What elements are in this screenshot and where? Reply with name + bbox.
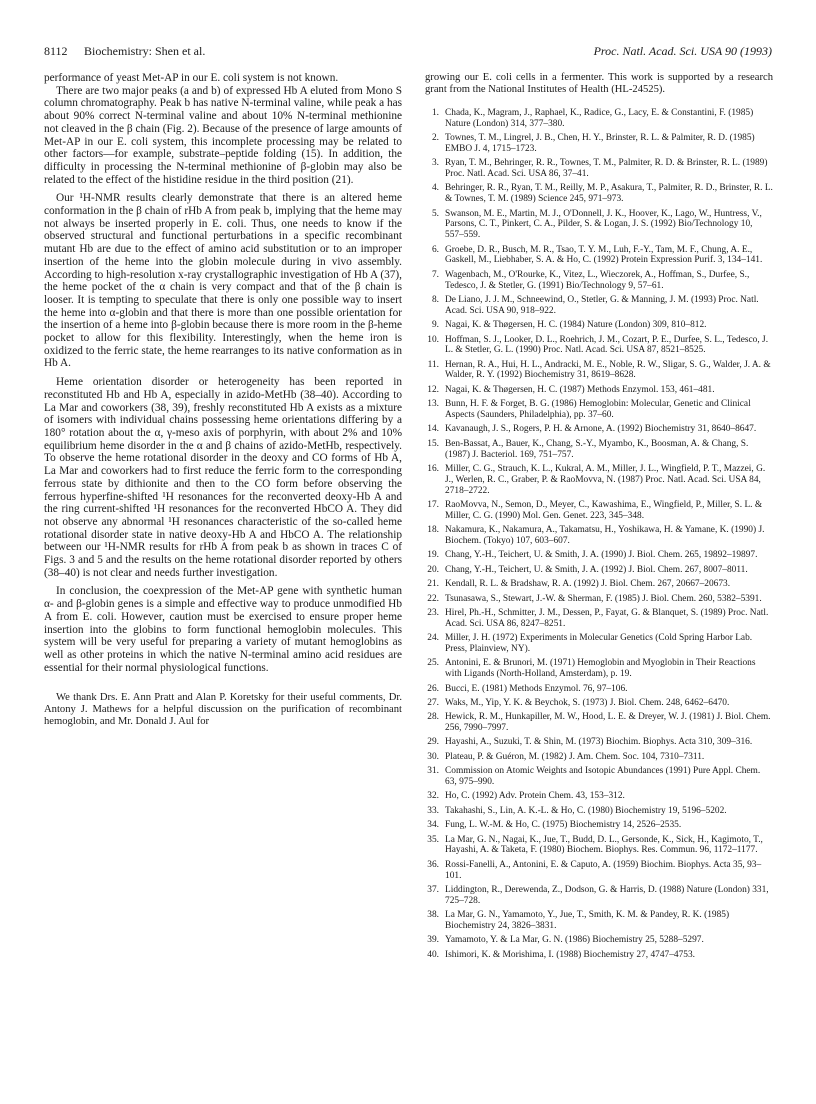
reference-text: La Mar, G. N., Nagai, K., Jue, T., Budd, D. L., Gersonde, K., Sick, H., Kagimoto, T., Hayashi, A. & Taketa, F. (1980) Biochem. Biophys. Res. Commun. 96, 1172–1177. [445, 834, 763, 856]
reference-item [425, 183, 773, 205]
reference-item [425, 835, 773, 857]
reference-text: Rossi-Fanelli, A., Antonini, E. & Caputo, A. (1959) Biochim. Biophys. Acta 35, 93–101. [445, 859, 762, 881]
reference-text: Antonini, E. & Brunori, M. (1971) Hemoglobin and Myoglobin in Their Reactions with Ligands (North-Holland, Amsterdam), p. 19. [445, 658, 756, 680]
reference-item [425, 806, 773, 817]
reference-item [425, 133, 773, 155]
reference-number: 36. [427, 859, 439, 870]
reference-number: 24. [427, 633, 439, 644]
reference-text: De Liano, J. J. M., Schneewind, O., Stetler, G. & Manning, J. M. (1993) Proc. Natl. Acad. Sci. USA 90, 918–922. [445, 294, 759, 316]
reference-number: 11. [427, 359, 439, 370]
reference-text: Liddington, R., Derewenda, Z., Dodson, G. & Harris, D. (1988) Nature (London) 331, 725–728. [445, 885, 769, 906]
reference-text: Yamamoto, Y. & La Mar, G. N. (1986) Biochemistry 25, 5288–5297. [445, 935, 704, 946]
reference-item [425, 910, 773, 932]
reference-text: Bunn, H. F. & Forget, B. G. (1986) Hemoglobin: Molecular, Genetic and Clinical Aspects (Saunders, Philadelphia), pp. 37–60. [445, 399, 751, 421]
reference-number: 30. [427, 751, 439, 762]
reference-text: Commission on Atomic Weights and Isotopic Abundances (1991) Pure Appl. Chem. 63, 975–990. [445, 766, 761, 788]
reference-text: Chang, Y.-H., Teichert, U. & Smith, J. A. (1992) J. Biol. Chem. 267, 8007–8011. [445, 564, 748, 575]
reference-text: Fung, L. W.-M. & Ho, C. (1975) Biochemistry 14, 2526–2535. [445, 820, 682, 831]
reference-text: Miller, C. G., Strauch, K. L., Kukral, A. M., Miller, J. L., Wingfield, P. T., Mazzei, G. J., Werlen, R. C., Graber, P. & RaoMovva, N. (1987) Proc. Natl. Acad. Sci. USA 84, 2718–2722. [445, 464, 766, 496]
reference-text: Bucci, E. (1981) Methods Enzymol. 76, 97–106. [445, 683, 628, 694]
reference-item [425, 108, 773, 130]
reference-item [425, 752, 773, 763]
reference-text: Swanson, M. E., Martin, M. J., O'Donnell, J. K., Hoover, K., Lago, W., Huntress, V., Parsons, C. T., Pinkert, C. A., Pilder, S. & Logan, J. S. (1992) Bio/Technology 10, 557–559. [445, 208, 762, 241]
reference-item [425, 820, 773, 831]
reference-item [425, 439, 773, 461]
reference-text: Groebe, D. R., Busch, M. R., Tsao, T. Y. M., Luh, F.-Y., Tam, M. F., Chung, A. E., Gaskell, M., Liebhaber, S. A. & Ho, C. (1992) Protein Expression Purif. 3, 134–141. [445, 244, 763, 266]
reference-text: Plateau, P. & Guéron, M. (1982) J. Am. Chem. Soc. 104, 7310–7311. [445, 751, 705, 762]
reference-item [425, 335, 773, 357]
reference-item [425, 209, 773, 241]
reference-item [425, 245, 773, 267]
reference-number: 6. [431, 244, 439, 255]
reference-text: Takahashi, S., Lin, A. K.-L. & Ho, C. (1980) Biochemistry 19, 5196–5202. [445, 805, 727, 816]
reference-number: 17. [427, 500, 439, 511]
reference-number: 28. [427, 712, 439, 723]
reference-number: 12. [427, 384, 439, 395]
reference-number: 9. [431, 320, 439, 331]
reference-number: 2. [431, 133, 439, 143]
reference-number: 15. [427, 438, 439, 449]
reference-text: Kavanaugh, J. S., Rogers, P. H. & Arnone, A. (1992) Biochemistry 31, 8640–8647. [445, 424, 757, 435]
reference-text: Ben-Bassat, A., Bauer, K., Chang, S.-Y., Myambo, K., Boosman, A. & Chang, S. (1987) J. Bacteriol. 169, 751–757. [445, 438, 749, 460]
reference-item [425, 399, 773, 421]
reference-number: 33. [427, 805, 439, 816]
reference-item [425, 885, 773, 907]
reference-item [425, 935, 773, 946]
reference-item [425, 320, 773, 331]
reference-item [425, 766, 773, 788]
body-paragraph: performance of yeast Met-AP in our E. coli system is not known. [44, 72, 339, 84]
reference-text: Hayashi, A., Suzuki, T. & Shin, M. (1973) Biochim. Biophys. Acta 310, 309–316. [445, 737, 753, 748]
reference-number: 25. [427, 658, 439, 669]
reference-text: La Mar, G. N., Yamamoto, Y., Jue, T., Smith, K. M. & Pandey, R. K. (1985) Biochemistry 24, 3826–3831. [445, 910, 730, 931]
reference-number: 39. [427, 935, 439, 946]
reference-number: 40. [427, 949, 439, 960]
reference-number: 37. [427, 885, 439, 895]
reference-number: 19. [427, 550, 439, 561]
journal-citation: Proc. Natl. Acad. Sci. USA 90 (1993) [593, 44, 772, 58]
reference-number: 27. [427, 697, 439, 708]
reference-text: Miller, J. H. (1972) Experiments in Molecular Genetics (Cold Spring Harbor Lab. Press, Plainview, NY). [445, 633, 753, 654]
reference-item [425, 698, 773, 709]
reference-number: 35. [427, 834, 439, 845]
reference-item [425, 424, 773, 435]
reference-number: 5. [431, 208, 439, 219]
reference-item [425, 525, 773, 547]
reference-item [425, 594, 773, 605]
reference-text: Nagai, K. & Thøgersen, H. C. (1987) Methods Enzymol. 153, 461–481. [445, 384, 715, 395]
reference-number: 29. [427, 737, 439, 748]
reference-item [425, 270, 773, 292]
reference-item [425, 633, 773, 655]
reference-number: 7. [431, 269, 439, 280]
reference-number: 38. [427, 910, 439, 921]
reference-item [425, 791, 773, 802]
reference-text: Nagai, K. & Thøgersen, H. C. (1984) Nature (London) 309, 810–812. [445, 320, 707, 331]
body-paragraph: There are two major peaks (a and b) of expressed Hb A eluted from Mono S column chromatography. Peak b has native N-terminal valine, while peak a has about 90% correct N-terminal valine and about 10% N-terminal methionine not cleaved in the β chain (Fig. 2). Because of the presence of large amounts of Met-AP in our E. coli system, this incomplete processing may be related to other factors—for example, substrate–peptide folding (15). In addition, the difficulty in processing the N-terminal methionine of β-globin may also be related to the effect of the histidine residue in the third position (21). [44, 84, 402, 186]
reference-number: 1. [431, 107, 439, 118]
reference-number: 18. [427, 525, 439, 536]
reference-number: 16. [427, 464, 439, 475]
reference-item [425, 295, 773, 317]
right-column [425, 72, 773, 964]
reference-text: Kendall, R. L. & Bradshaw, R. A. (1992) J. Biol. Chem. 267, 20667–20673. [445, 579, 731, 590]
reference-item [425, 658, 773, 680]
reference-item [425, 860, 773, 882]
reference-number: 20. [427, 564, 439, 575]
reference-item [425, 464, 773, 496]
reference-item [425, 608, 773, 630]
running-head: Biochemistry: Shen et al. [84, 44, 206, 58]
reference-item [425, 500, 773, 522]
reference-item [425, 360, 773, 382]
reference-number: 31. [427, 766, 439, 777]
reference-item [425, 579, 773, 590]
reference-text: Nakamura, K., Nakamura, A., Takamatsu, H., Yoshikawa, H. & Yamane, K. (1990) J. Biochem. (Tokyo) 107, 603–607. [445, 525, 765, 546]
reference-number: 22. [427, 593, 439, 604]
reference-text: Ishimori, K. & Morishima, I. (1988) Biochemistry 27, 4747–4753. [445, 949, 695, 960]
reference-text: Hirel, Ph.-H., Schmitter, J. M., Dessen, P., Fayat, G. & Blanquet, S. (1989) Proc. Natl. Acad. Sci. USA 86, 8247–8251. [445, 607, 769, 629]
reference-number: 26. [427, 683, 439, 694]
acknowledgment: We thank Drs. E. Ann Pratt and Alan P. Koretsky for their useful comments, Dr. Antony J. Mathews for a helpful discussion on the purification of recombinant hemoglobin, and Mr. Donald J. Aul for [44, 692, 402, 728]
reference-item [425, 950, 773, 961]
page-header [44, 44, 772, 62]
acknowledgment-continued: growing our E. coli cells in a fermenter. This work is supported by a research grant from the National Institutes of Health (HL-24525). [425, 72, 773, 95]
reference-text: Ho, C. (1992) Adv. Protein Chem. 43, 153–312. [445, 791, 625, 802]
reference-number: 10. [427, 334, 439, 345]
body-paragraph: In conclusion, the coexpression of the Met-AP gene with synthetic human α- and β-globin genes is a simple and effective way to produce unmodified Hb A from E. coli. However, caution must be exercised to ensure proper heme insertion into the globins to form functional hemoglobin molecules. This system will be very useful for preparing a variety of mutant hemoglobins as well as other proteins in which the native N-terminal amino acid residues are essential for their normal physiological functions. [44, 585, 402, 674]
reference-number: 32. [427, 791, 439, 802]
reference-text: Waks, M., Yip, Y. K. & Beychok, S. (1973) J. Biol. Chem. 248, 6462–6470. [445, 697, 730, 708]
reference-item [425, 385, 773, 396]
reference-text: Chang, Y.-H., Teichert, U. & Smith, J. A. (1990) J. Biol. Chem. 265, 19892–19897. [445, 550, 758, 561]
reference-text: Ryan, T. M., Behringer, R. R., Townes, T. M., Palmiter, R. D. & Brinster, R. L. (1989) Proc. Natl. Acad. Sci. USA 86, 37–41. [445, 158, 768, 179]
body-paragraph: Our ¹H-NMR results clearly demonstrate that there is an altered heme conformation in the β chain of rHb A from peak b, implying that the heme may not always be inserted properly in E. coli. Thus, one needs to know if the observed structural and functional perturbations in a specific recombinant mutant Hb are due to the effect of amino acid substitution or to an improper insertion of the heme into the globin molecule during in vivo assembly. According to high-resolution x-ray crystallographic investigation of Hb A (37), the heme pocket of the α chain is very compact and that of the β chain is looser. It is tempting to speculate that there is only one possible way to insert the heme into α-globin and that there is more than one possible orientation for the insertion of a heme into β-globin because there is more room in the β-heme pocket to allow for this flexibility. Interestingly, when the heme iron is oxidized to the ferric state, the heme rearranges to its native conformation as in Hb A. [44, 192, 402, 370]
reference-text: Tsunasawa, S., Stewart, J.-W. & Sherman, F. (1985) J. Biol. Chem. 260, 5382–5391. [445, 593, 762, 604]
reference-text: Chada, K., Magram, J., Raphael, K., Radice, G., Lacy, E. & Constantini, F. (1985) Nature (London) 314, 377–380. [445, 107, 754, 129]
reference-text: Hewick, R. M., Hunkapiller, M. W., Hood, L. E. & Dreyer, W. J. (1981) J. Biol. Chem. 256, 7990–7997. [445, 712, 771, 734]
reference-text: Townes, T. M., Lingrel, J. B., Chen, H. Y., Brinster, R. L. & Palmiter, R. D. (1985) EMBO J. 4, 1715–1723. [445, 133, 755, 154]
reference-number: 4. [431, 183, 439, 194]
reference-item [425, 737, 773, 748]
page-number: 8112 [44, 44, 68, 58]
reference-number: 14. [427, 424, 439, 435]
reference-text: Hoffman, S. J., Looker, D. L., Roehrich, J. M., Cozart, P. E., Durfee, S. L., Tedesco, J. L. & Stetler, G. L. (1990) Proc. Natl. Acad. Sci. USA 87, 8521–8525. [445, 334, 769, 356]
reference-text: Hernan, R. A., Hui, H. L., Andracki, M. E., Noble, R. W., Sligar, S. G., Walder, J. A. & Walder, R. Y. (1992) Biochemistry 31, 8619–8628. [445, 359, 771, 381]
reference-text: RaoMovva, N., Semon, D., Meyer, C., Kawashima, E., Wingfield, P., Miller, S. L. & Miller, C. G. (1990) Mol. Gen. Genet. 223, 345–348. [445, 500, 763, 521]
reference-item [425, 684, 773, 695]
reference-item [425, 712, 773, 734]
reference-list [425, 108, 773, 961]
reference-number: 13. [427, 399, 439, 410]
reference-number: 34. [427, 820, 439, 831]
reference-number: 23. [427, 607, 439, 618]
reference-number: 8. [431, 294, 439, 305]
reference-text: Behringer, R. R., Ryan, T. M., Reilly, M. P., Asakura, T., Palmiter, R. D., Brinster, R. L. & Townes, T. M. (1989) Science 245, 971–973. [445, 183, 773, 205]
body-paragraph: Heme orientation disorder or heterogeneity has been reported in reconstituted Hb and Hb A, especially in azido-MetHb (38–40). According to La Mar and coworkers (38, 39), freshly reconstituted Hb A exists as a mixture of isomers with individual chains possessing heme orientations differing by a 180° rotation about the α, γ-meso axis of porphyrin, with about 2% and 10% equilibrium heme disorder in the α and β chains of azido-MetHb, respectively. To observe the heme rotational disorder in the deoxy and CO forms of Hb A, La Mar and coworkers had to first reduce the ferric form to the corresponding ferrous state by dithionite and then to the CO form before observing the ferrous hyperfine-shifted ¹H resonances for the reconverted deoxy-Hb A and the ring current-shifted ¹H resonances for the reconverted HbCO A. They did not observe any abnormal ¹H resonances characteristic of the so-called heme rotational disorder state in native deoxy-Hb A and HbCO A. The relationship between our ¹H-NMR results for rHb A from peak b as shown in traces C of Figs. 3 and 5 and the results on the heme rotational disorder reported by others (38–40) is not clear and needs further investigation. [44, 376, 402, 579]
reference-item [425, 550, 773, 561]
left-column [44, 72, 402, 728]
reference-item [425, 158, 773, 180]
reference-number: 3. [431, 158, 439, 169]
reference-text: Wagenbach, M., O'Rourke, K., Vitez, L., Wieczorek, A., Hoffman, S., Durfee, S., Tedesco, J. & Stetler, G. (1991) Bio/Technology 9, 57–61. [445, 269, 750, 291]
reference-item [425, 565, 773, 576]
reference-number: 21. [427, 579, 439, 590]
